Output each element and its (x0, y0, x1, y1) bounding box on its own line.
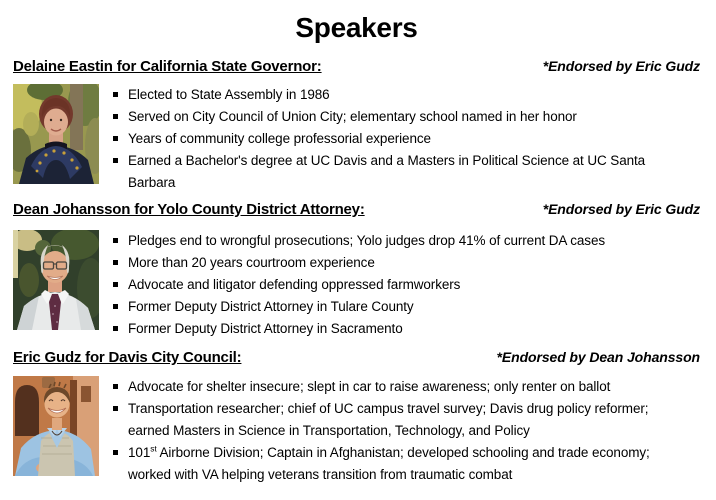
list-item (113, 398, 679, 442)
section-header-eric-gudz (13, 349, 700, 366)
list-item (113, 376, 679, 398)
endorsement-note: *Endorsed by Dean Johansson (496, 349, 700, 365)
bullet-text: More than 20 years courtroom experience (128, 255, 375, 270)
ordinal-superscript: st (150, 443, 157, 454)
bullet-text: Elected to State Assembly in 1986 (128, 87, 330, 102)
bullet-list (113, 230, 679, 340)
bullet-text: Served on City Council of Union City; elementary school named in her honor (128, 109, 577, 124)
bullet-text-segment: Airborne Division; Captain in Afghanistan; developed schooling and trade economy; worked with VA helping veterans transition from traumatic combat (128, 445, 650, 482)
bullet-text-segment: 101 (128, 445, 151, 460)
bullet-square-icon (113, 304, 118, 309)
bullet-square-icon (113, 238, 118, 243)
bullet-text: Former Deputy District Attorney in Tulare County (128, 299, 414, 314)
bullet-text: Advocate for shelter insecure; slept in car to raise awareness; only renter on ballot (128, 379, 611, 394)
bullet-square-icon (113, 406, 118, 411)
section-content-eric-gudz (13, 376, 700, 486)
section-heading: Eric Gudz for Davis City Council: (13, 349, 242, 366)
eric-gudz-photo (13, 376, 99, 476)
list-item (113, 84, 679, 106)
bullet-square-icon (113, 136, 118, 141)
section-content-delaine-eastin (13, 84, 700, 194)
page-title: Speakers (295, 12, 418, 43)
section-header-delaine-eastin (13, 58, 700, 75)
section-header-dean-johansson (13, 201, 700, 218)
delaine-eastin-photo (13, 84, 99, 184)
bullet-square-icon (113, 282, 118, 287)
bullet-text: Pledges end to wrongful prosecutions; Yolo judges drop 41% of current DA cases (128, 233, 606, 248)
list-item (113, 252, 679, 274)
bullet-square-icon (113, 260, 118, 265)
bullet-square-icon (113, 92, 118, 97)
bullet-square-icon (113, 450, 118, 455)
bullet-text: Earned a Bachelor's degree at UC Davis and a Masters in Political Science at UC Santa Barbara (128, 153, 646, 190)
bullet-list (113, 376, 679, 486)
section-heading: Dean Johansson for Yolo County District Attorney: (13, 201, 365, 218)
bullet-text: Years of community college professorial experience (128, 131, 431, 146)
endorsement-note: *Endorsed by Eric Gudz (542, 201, 700, 217)
bullet-text: Former Deputy District Attorney in Sacramento (128, 321, 403, 336)
list-item (113, 442, 679, 486)
bullet-text: Transportation researcher; chief of UC campus travel survey; Davis drug policy reformer; earned Masters in Science in Transportation, Technology, and Policy (128, 401, 649, 438)
bullet-square-icon (113, 326, 118, 331)
bullet-square-icon (113, 384, 118, 389)
list-item (113, 128, 679, 150)
bullet-text: Advocate and litigator defending oppressed farmworkers (128, 277, 461, 292)
bullet-square-icon (113, 158, 118, 163)
bullet-text (128, 442, 679, 486)
bullet-list (113, 84, 679, 194)
section-content-dean-johansson (13, 230, 700, 340)
bullet-square-icon (113, 114, 118, 119)
section-heading: Delaine Eastin for California State Governor: (13, 58, 322, 75)
list-item (113, 106, 679, 128)
dean-johansson-photo (13, 230, 99, 330)
list-item (113, 150, 679, 194)
list-item (113, 318, 679, 340)
list-item (113, 296, 679, 318)
list-item (113, 230, 679, 252)
list-item (113, 274, 679, 296)
endorsement-note: *Endorsed by Eric Gudz (542, 58, 700, 74)
